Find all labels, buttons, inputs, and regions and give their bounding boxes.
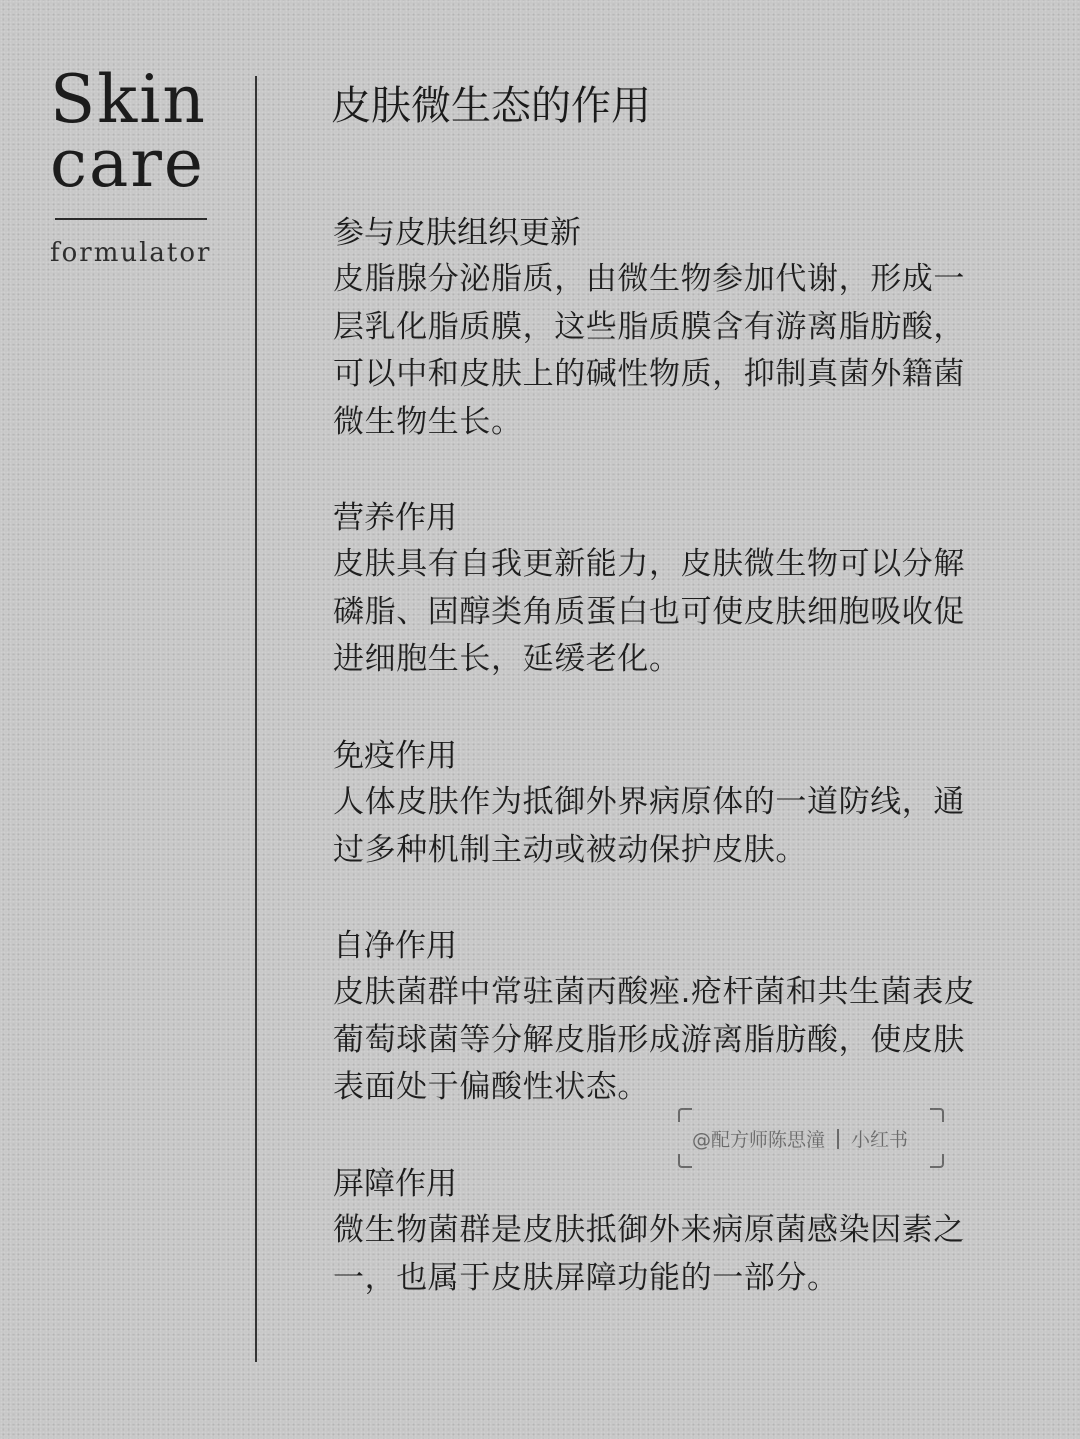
body-line: 一，也属于皮肤屏障功能的一部分。 xyxy=(333,1259,839,1296)
section-heading: 参与皮肤组织更新 xyxy=(333,215,581,251)
section-heading: 屏障作用 xyxy=(333,1166,457,1202)
body-line: 层乳化脂质膜，这些脂质膜含有游离脂肪酸， xyxy=(333,308,965,345)
watermark-corner xyxy=(930,1154,944,1168)
body-line: 过多种机制主动或被动保护皮肤。 xyxy=(333,831,807,868)
section-heading: 营养作用 xyxy=(333,500,457,536)
body-line: 皮肤菌群中常驻菌丙酸痤.疮杆菌和共生菌表皮 xyxy=(333,974,976,1010)
body-line: 微生物菌群是皮肤抵御外来病原菌感染因素之 xyxy=(333,1212,965,1248)
section-heading: 免疫作用 xyxy=(333,738,457,774)
body-line: 皮脂腺分泌脂质，由微生物参加代谢，形成一 xyxy=(333,261,965,297)
watermark-corner xyxy=(678,1154,692,1168)
watermark-platform: 小红书 xyxy=(851,1129,909,1151)
body-line: 进细胞生长，延缓老化。 xyxy=(333,641,681,677)
brand-subtitle: formulator xyxy=(50,238,212,268)
brand-logo xyxy=(50,61,212,268)
section-self-cleaning xyxy=(333,923,1023,1112)
section-heading: 自净作用 xyxy=(333,928,457,964)
brand-divider xyxy=(55,218,207,220)
brand-word-skin: Skin xyxy=(50,61,207,138)
watermark-text xyxy=(692,1125,908,1152)
watermark xyxy=(678,1108,944,1168)
body-line: 葡萄球菌等分解皮脂形成游离脂肪酸，使皮肤 xyxy=(333,1021,965,1058)
watermark-corner xyxy=(678,1108,692,1122)
section-tissue-renewal xyxy=(333,210,1023,446)
body-line: 微生物生长。 xyxy=(333,403,523,440)
page-title: 皮肤微生态的作用 xyxy=(331,83,651,129)
section-barrier xyxy=(333,1161,1023,1302)
body-line: 人体皮肤作为抵御外界病原体的一道防线，通 xyxy=(333,784,965,820)
watermark-corner xyxy=(930,1108,944,1122)
body-line: 磷脂、固醇类角质蛋白也可使皮肤细胞吸收促 xyxy=(333,593,965,630)
section-immunity xyxy=(333,733,1023,874)
brand-word-care: care xyxy=(50,125,205,202)
vertical-divider xyxy=(255,76,257,1362)
watermark-author: @配方师陈思潼 xyxy=(692,1129,826,1151)
section-nutrition xyxy=(333,495,1023,684)
body-line: 可以中和皮肤上的碱性物质，抑制真菌外籍菌 xyxy=(333,356,965,392)
watermark-separator xyxy=(837,1129,839,1149)
body-line: 表面处于偏酸性状态。 xyxy=(333,1069,649,1105)
body-line: 皮肤具有自我更新能力，皮肤微生物可以分解 xyxy=(333,546,965,582)
